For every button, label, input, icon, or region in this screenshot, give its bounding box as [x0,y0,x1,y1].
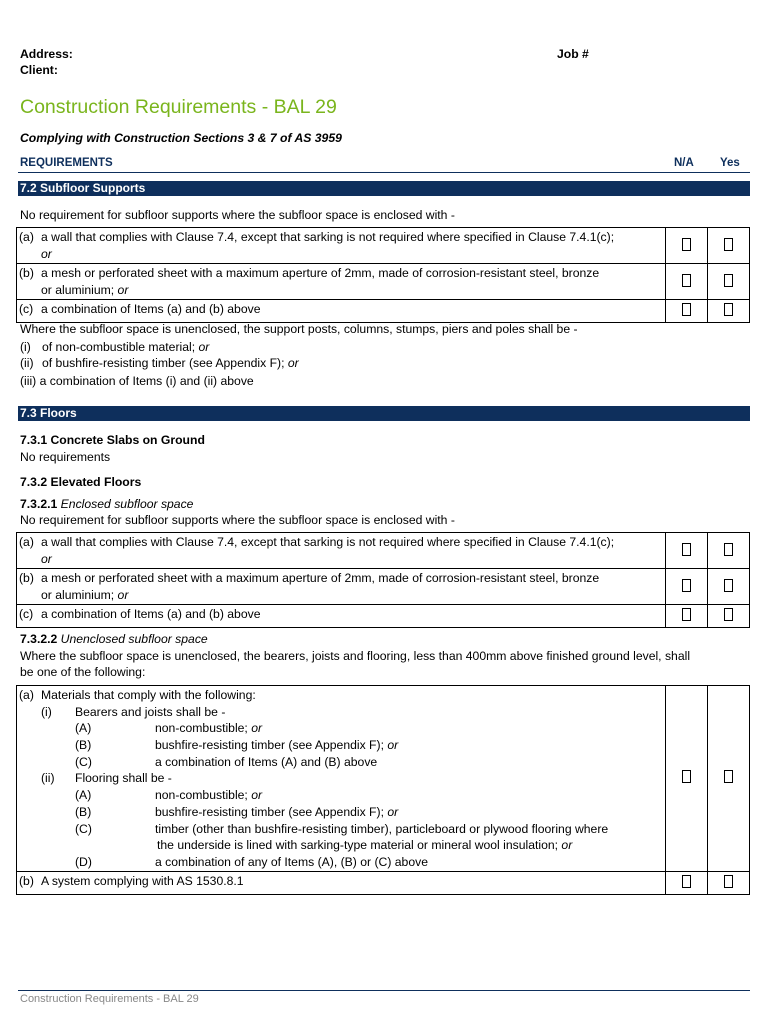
sub-text: Bearers and joists shall be - [75,704,226,719]
table-row [17,569,750,605]
yes-checkbox[interactable] [724,875,733,888]
row-or: or [41,247,52,261]
s72-enclosed-table [16,227,750,323]
item-or: or [251,721,263,736]
section-7-2-heading: 7.2 Subfloor Supports [18,181,750,196]
sub-label: (ii) [41,771,55,786]
section-title: Unenclosed subfloor space [60,632,208,646]
item-or: or [387,738,399,753]
item-text: bushfire-resisting timber (see Appendix F); [155,738,384,753]
item-text: the underside is lined with sarking-type material or mineral wool insulation; [157,838,559,853]
list-text: a combination of Items (i) and (ii) above [39,374,254,388]
page-footer: Construction Requirements - BAL 29 [20,993,199,1005]
item-label: (A) [75,788,92,803]
h-7-3-2-1 [20,497,193,511]
yes-checkbox[interactable] [724,543,733,556]
item-text: timber (other than bushfire-resisting timber), particleboard or plywood flooring where [155,821,609,836]
table-row [17,605,750,628]
item-label: (C) [75,754,92,769]
row-text-2: or aluminium; [41,283,115,297]
yes-checkbox[interactable] [724,274,733,287]
na-checkbox[interactable] [682,543,691,556]
item-text: a combination of any of Items (A), (B) or (C) above [155,854,428,869]
h-7-3-2: 7.3.2 Elevated Floors [20,475,142,489]
row-label: (a) [19,688,34,702]
row-label: (b) [19,571,34,585]
item-text: a combination of Items (A) and (B) above [155,754,378,769]
list-label: (ii) [20,356,34,370]
list-item [20,374,254,388]
yes-checkbox[interactable] [724,608,733,621]
section-7-3-heading: 7.3 Floors [18,406,750,421]
yes-checkbox[interactable] [724,579,733,592]
row-text: A system complying with AS 1530.8.1 [41,873,244,888]
table-row [17,228,750,264]
table-row [17,686,750,872]
item-or: or [387,804,399,819]
item-or: or [251,788,263,803]
item-text: non-combustible; [155,788,248,803]
s73-unenclosed-table [16,685,750,895]
row-label: (a) [19,230,34,244]
na-header: N/A [674,157,694,169]
page-title: Construction Requirements - BAL 29 [20,96,337,118]
s73-enclosed-table [16,532,750,628]
h-7-3-1: 7.3.1 Concrete Slabs on Ground [20,433,205,447]
yes-checkbox[interactable] [724,770,733,783]
na-checkbox[interactable] [682,274,691,287]
row-text: a combination of Items (a) and (b) above [41,607,261,621]
row-label: (b) [19,873,34,888]
table-row [17,264,750,300]
section-title: Enclosed subfloor space [60,497,194,511]
row-label: (a) [19,535,34,549]
na-checkbox[interactable] [682,875,691,888]
sub-text: Flooring shall be - [75,771,172,786]
list-text: of non-combustible material; [42,340,196,354]
row-or: or [117,588,129,602]
row-label: (c) [19,302,34,316]
t-7-3-2-2-line2: be one of the following: [20,665,146,679]
t-7-3-2-1: No requirement for subfloor supports where the subfloor space is enclosed with - [20,513,455,527]
row-or: or [41,552,52,566]
table-row [17,871,750,894]
t-7-3-2-2-line1: Where the subfloor space is unenclosed, the bearers, joists and flooring, less than 400mm above finished ground level, shall [20,649,691,663]
list-item [20,356,299,370]
na-checkbox[interactable] [682,579,691,592]
na-checkbox[interactable] [682,238,691,251]
na-checkbox[interactable] [682,770,691,783]
row-text: a wall that complies with Clause 7.4, except that sarking is not required where specified in Clause 7.4.1(c); [41,230,615,244]
na-checkbox[interactable] [682,608,691,621]
row-label: (c) [19,607,34,621]
list-text: of bushfire-resisting timber (see Appendix F); [42,356,285,370]
na-checkbox[interactable] [682,303,691,316]
yes-checkbox[interactable] [724,303,733,316]
t-7-3-1: No requirements [20,450,111,464]
item-label: (A) [75,721,92,736]
requirements-header: REQUIREMENTS [20,157,113,169]
table-row [17,533,750,569]
row-text: a mesh or perforated sheet with a maximum aperture of 2mm, made of corrosion-resistant steel, bronze [41,571,600,585]
s72-intro: No requirement for subfloor supports where the subfloor space is enclosed with - [20,208,455,222]
section-number: 7.3.2.2 [20,632,58,646]
client-label: Client: [20,63,58,77]
item-or: or [561,838,573,853]
job-label: Job # [557,47,589,61]
s72-unenclosed: Where the subfloor space is unenclosed, the support posts, columns, stumps, piers and poles shall be - [20,322,578,336]
address-label: Address: [20,47,73,61]
header-divider [18,172,750,173]
list-label: (i) [20,340,31,354]
item-label: (D) [75,854,92,869]
yes-checkbox[interactable] [724,238,733,251]
section-number: 7.3.2.1 [20,497,58,511]
item-text: bushfire-resisting timber (see Appendix F); [155,804,384,819]
item-label: (B) [75,738,92,753]
row-text: a combination of Items (a) and (b) above [41,302,261,316]
row-text: Materials that comply with the following: [41,688,256,702]
list-label: (iii) [20,374,37,388]
row-label: (b) [19,266,34,280]
item-text: non-combustible; [155,721,248,736]
list-item [20,340,209,354]
item-label: (B) [75,804,92,819]
list-or: or [198,340,210,354]
h-7-3-2-2 [20,632,208,646]
row-text: a mesh or perforated sheet with a maximum aperture of 2mm, made of corrosion-resistant steel, bronze [41,266,600,280]
row-text-2: or aluminium; [41,588,115,602]
list-or: or [287,356,299,370]
footer-divider [18,990,750,991]
table-row [17,300,750,323]
sub-label: (i) [41,704,52,719]
row-or: or [117,283,129,297]
page-subtitle: Complying with Construction Sections 3 & 7 of AS 3959 [20,131,342,145]
row-text: a wall that complies with Clause 7.4, except that sarking is not required where specified in Clause 7.4.1(c); [41,535,615,549]
yes-header: Yes [720,157,740,169]
item-label: (C) [75,821,92,836]
